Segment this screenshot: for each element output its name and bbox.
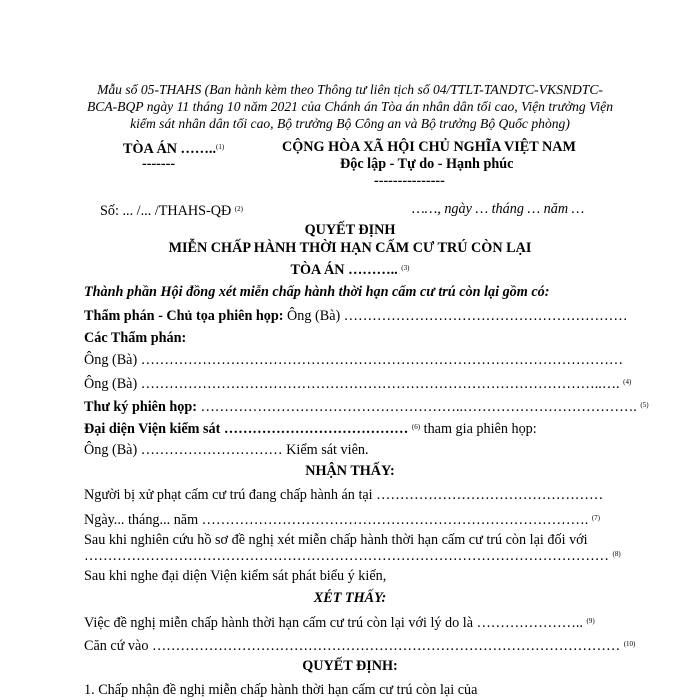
document-subtitle: MIỄN CHẤP HÀNH THỜI HẠN CẤM CƯ TRÚ CÒN LẠI	[168, 240, 532, 256]
judge-line-1: Ông (Bà) …………………………………………………………………………………………	[84, 352, 624, 368]
section-nhan-thay: NHẬN THẤY:	[305, 463, 395, 479]
document-title: QUYẾT ĐỊNH	[304, 222, 396, 238]
finding-line-1: Người bị xử phạt cấm cư trú đang chấp hành án tại …………………………………………	[84, 487, 604, 503]
finding-line-2: Ngày... tháng... năm ………………………………………………………………………. $^{(7)}$	[84, 512, 601, 528]
court-name: TÒA ÁN ……..$^{(1)}$	[123, 141, 225, 157]
decision-item-1: 1. Chấp nhận đề nghị miễn chấp hành thời hạn cấm cư trú còn lại của	[84, 682, 478, 698]
consider-line-2: Căn cứ vào ……………………………………………………………………………………… $^{(10)}$	[84, 638, 636, 654]
form-reference-line-1: Mẫu số 05-THAHS (Ban hành kèm theo Thông tư liên tịch số 04/TTLT-TANDTC-VKSNDTC-	[97, 82, 603, 97]
consider-line-1: Việc đề nghị miễn chấp hành thời hạn cấm cư trú còn lại với lý do là ………………….. $^{(9)}$	[84, 615, 595, 631]
finding-line-3: Sau khi nghiên cứu hồ sơ đề nghị xét miễn chấp hành thời hạn cấm cư trú còn lại đối với	[84, 532, 588, 548]
prosecutor-line: Ông (Bà) ………………………… Kiểm sát viên.	[84, 442, 369, 458]
procuracy-line: Đại diện Viện kiểm sát ………………………………… $^{(6)}$ tham gia phiên họp:	[84, 421, 537, 437]
nation-title: CỘNG HÒA XÃ HỘI CHỦ NGHĨA VIỆT NAM	[282, 139, 576, 155]
decision-number: Số: ... /... /THAHS-QĐ $^{(2)}$	[100, 203, 243, 219]
section-quyet-dinh: QUYẾT ĐỊNH:	[302, 658, 398, 674]
form-reference-line-2: BCA-BQP ngày 11 tháng 10 năm 2021 của Chánh án Tòa án nhân dân tối cao, Viện trưởng Viện	[86, 99, 614, 114]
council-composition: Thành phần Hội đồng xét miễn chấp hành thời hạn cấm cư trú còn lại gồm có:	[84, 284, 550, 300]
finding-line-4: ………………………………………………………………………………………………… $^{(8)}$	[84, 548, 621, 564]
presiding-judge-line: Thẩm phán - Chủ tọa phiên họp: Ông (Bà) ……………………………………………………	[84, 308, 628, 324]
form-reference-line-3: kiểm sát nhân dân tối cao, Bộ trưởng Bộ Công an và Bộ trưởng Bộ Quốc phòng)	[130, 116, 570, 131]
judge-line-2: Ông (Bà) ……………………………………………………………………………………..…. $^{(4)}$	[84, 376, 632, 392]
court-divider: -------	[142, 156, 176, 172]
judges-label: Các Thẩm phán:	[84, 330, 187, 346]
finding-line-5: Sau khi nghe đại diện Viện kiểm sát phát biểu ý kiến,	[84, 568, 387, 584]
national-motto: Độc lập - Tự do - Hạnh phúc	[340, 156, 514, 172]
issuing-court: TÒA ÁN ……….. $^{(3)}$	[290, 262, 410, 278]
decision-date: ……, ngày … tháng … năm …	[412, 201, 585, 217]
motto-divider: ---------------	[374, 173, 445, 189]
section-xet-thay: XÉT THẤY:	[313, 590, 387, 606]
clerk-line: Thư ký phiên họp: ………………………………………………..………………………………. $^{(5)}$	[84, 399, 649, 415]
